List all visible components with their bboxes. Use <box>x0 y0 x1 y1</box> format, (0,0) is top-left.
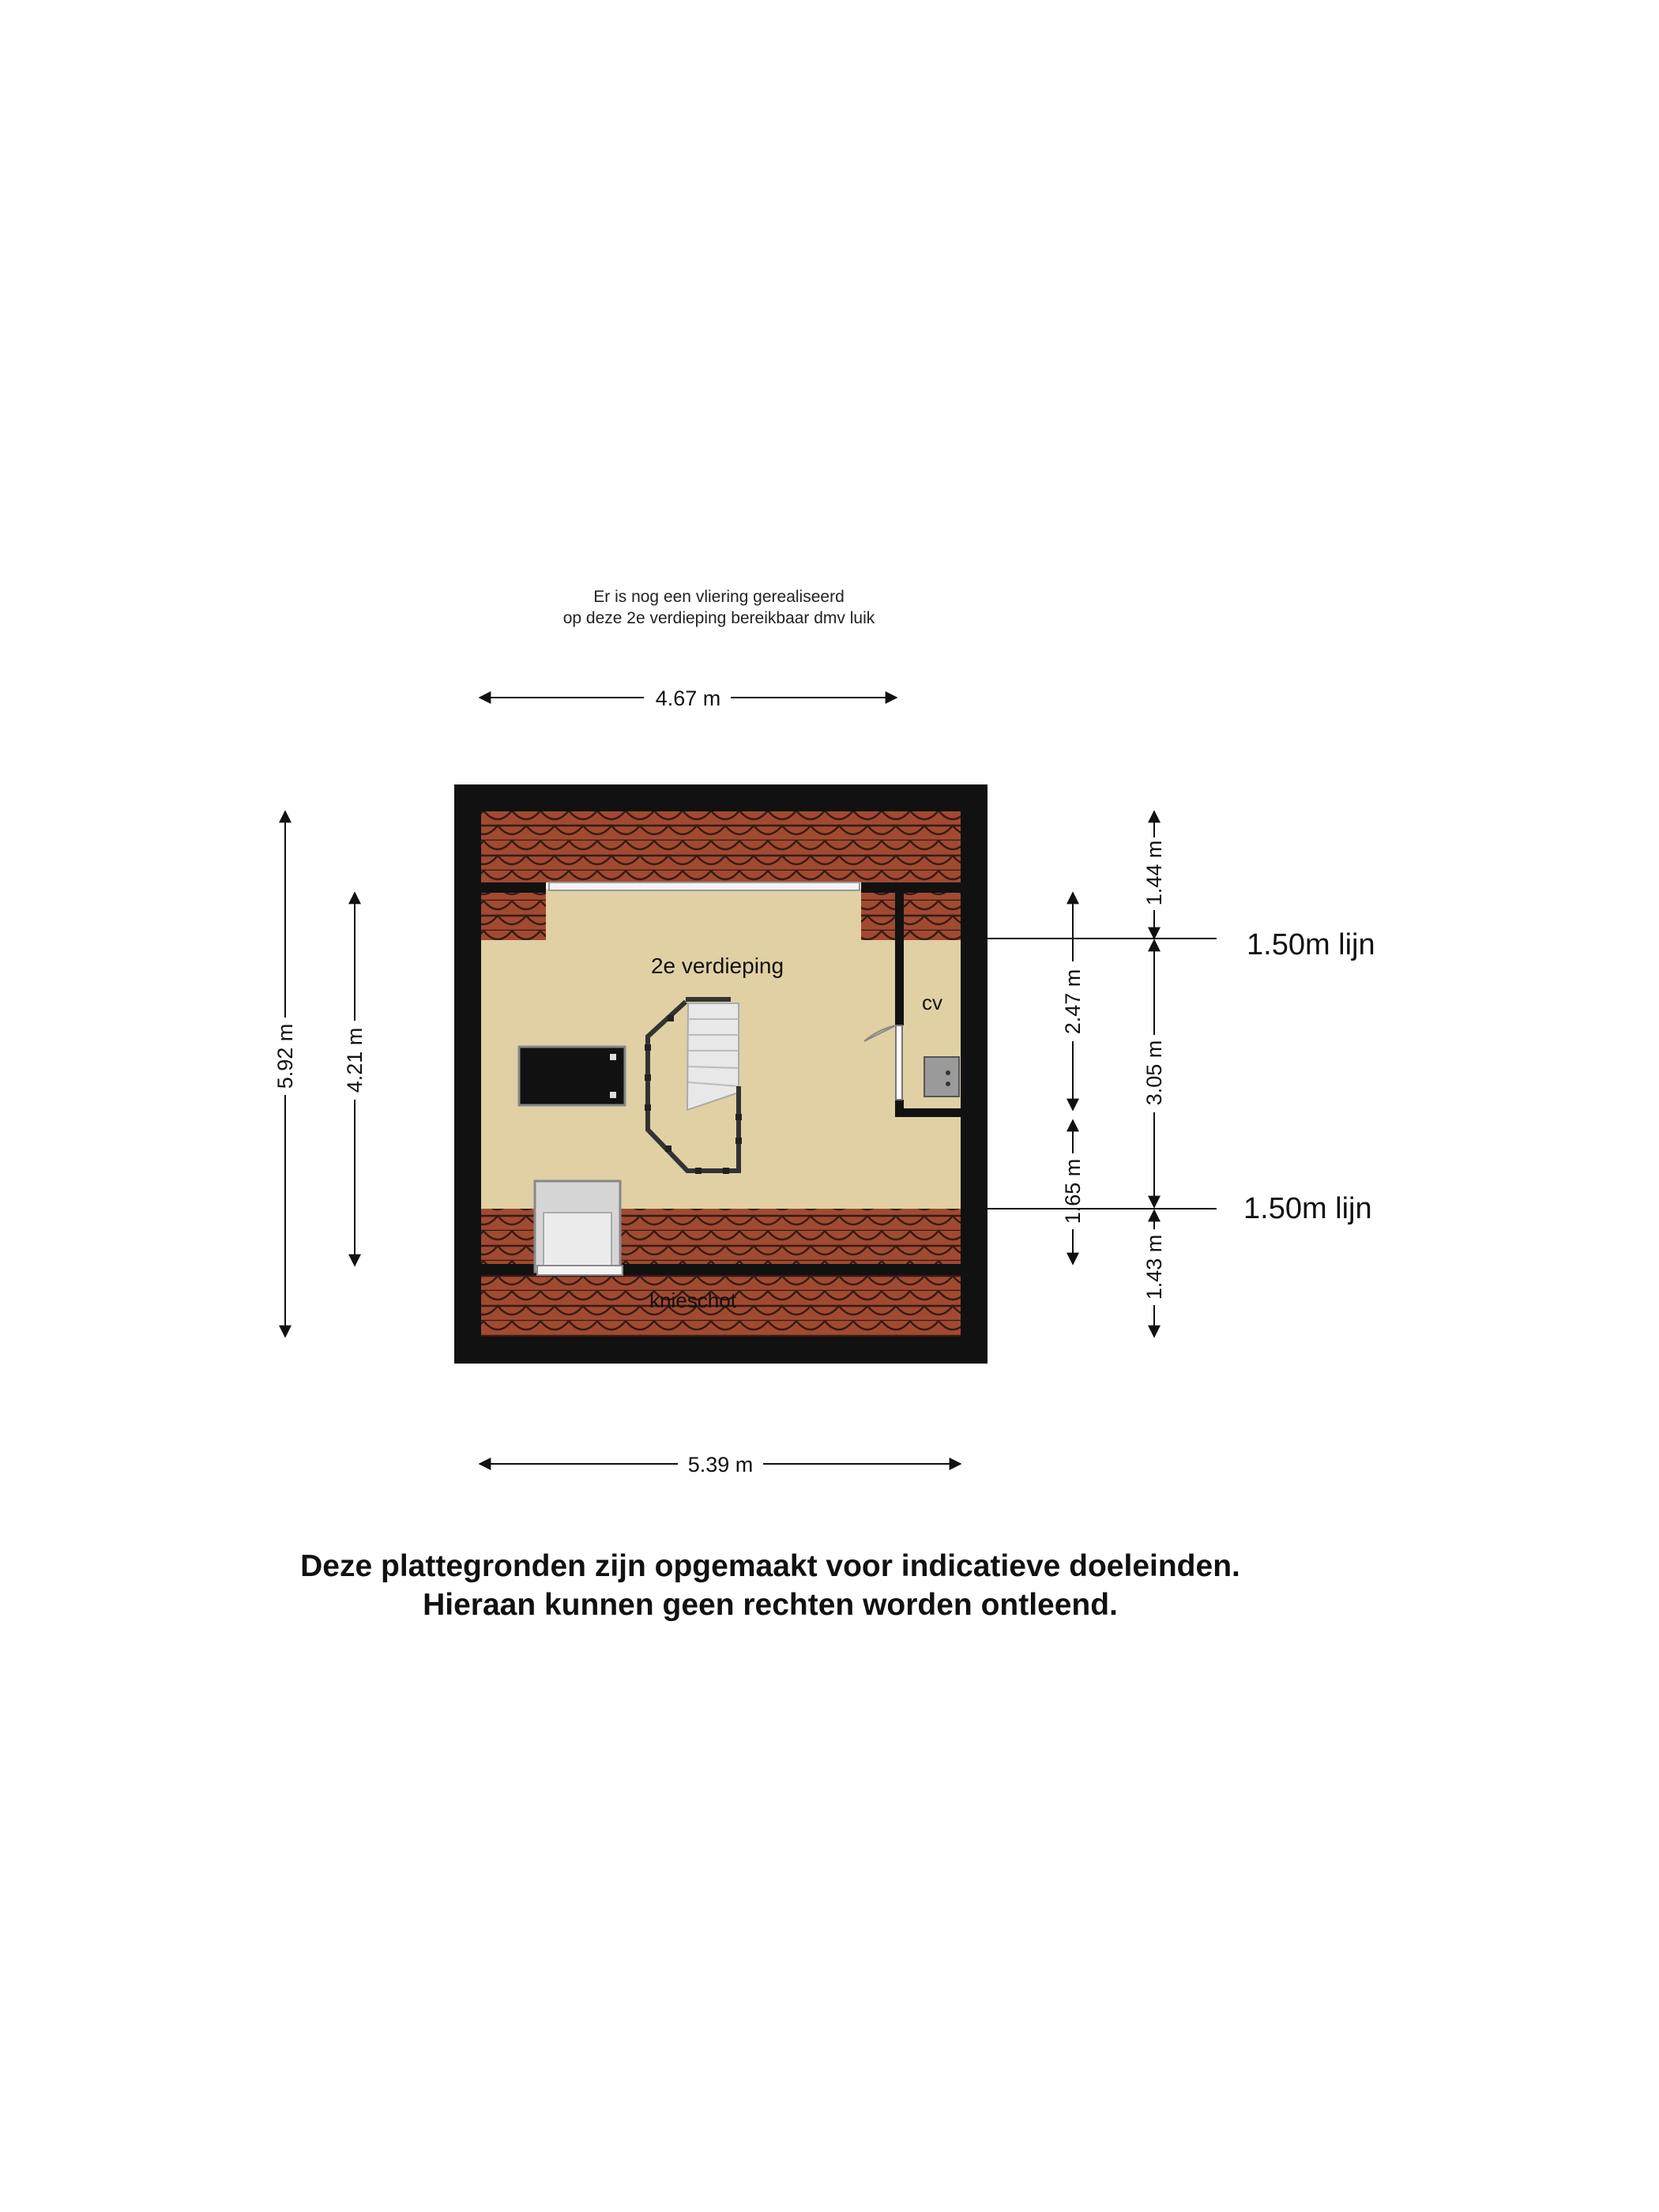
dim-top-label: 4.67 m <box>655 687 721 710</box>
cv-wall-horizontal <box>895 1108 961 1117</box>
line-150-top-label: 1.50m lijn <box>1247 928 1375 961</box>
note-line-2: op deze 2e verdieping bereikbaar dmv luik <box>562 609 875 627</box>
dim-left-outer-label: 5.92 m <box>273 1023 297 1089</box>
dim-right-outer-mid-label: 3.05 m <box>1142 1040 1166 1106</box>
disclaimer-line-1: Deze plattegronden zijn opgemaakt voor indicatieve doeleinden. <box>300 1549 1240 1583</box>
room-label-kneewall: knieschot <box>649 1288 736 1312</box>
roof-band-top-left <box>481 893 546 940</box>
wall-strip-top-left <box>481 882 546 893</box>
skylight <box>535 1181 623 1275</box>
dim-bottom-label: 5.39 m <box>687 1453 754 1477</box>
boiler <box>924 1057 959 1097</box>
dim-right-mid-a-label: 2.47 m <box>1061 969 1085 1035</box>
room-label-cv: cv <box>922 991 942 1014</box>
line-150-bottom-label: 1.50m lijn <box>1243 1192 1372 1225</box>
roof-band-top <box>481 811 961 882</box>
dim-left-inner-label: 4.21 m <box>343 1027 367 1093</box>
dim-right-outer-top-label: 1.44 m <box>1142 840 1166 906</box>
roof-window <box>519 1047 625 1105</box>
note-line-1: Er is nog een vliering gerealiseerd <box>593 588 845 606</box>
room-label-main: 2e verdieping <box>650 954 784 978</box>
disclaimer <box>158 1547 1382 1624</box>
dormer-window <box>549 882 860 890</box>
wall-strip-top-right <box>861 882 961 893</box>
disclaimer-line-2: Hieraan kunnen geen rechten worden ontleend. <box>423 1588 1118 1622</box>
dim-right-mid-b-label: 1.65 m <box>1061 1158 1085 1224</box>
cv-wall-vertical <box>895 893 904 1025</box>
dim-right-outer-bottom-label: 1.43 m <box>1142 1234 1166 1300</box>
roof-band-top-right <box>861 893 961 940</box>
cv-door <box>896 1025 902 1100</box>
